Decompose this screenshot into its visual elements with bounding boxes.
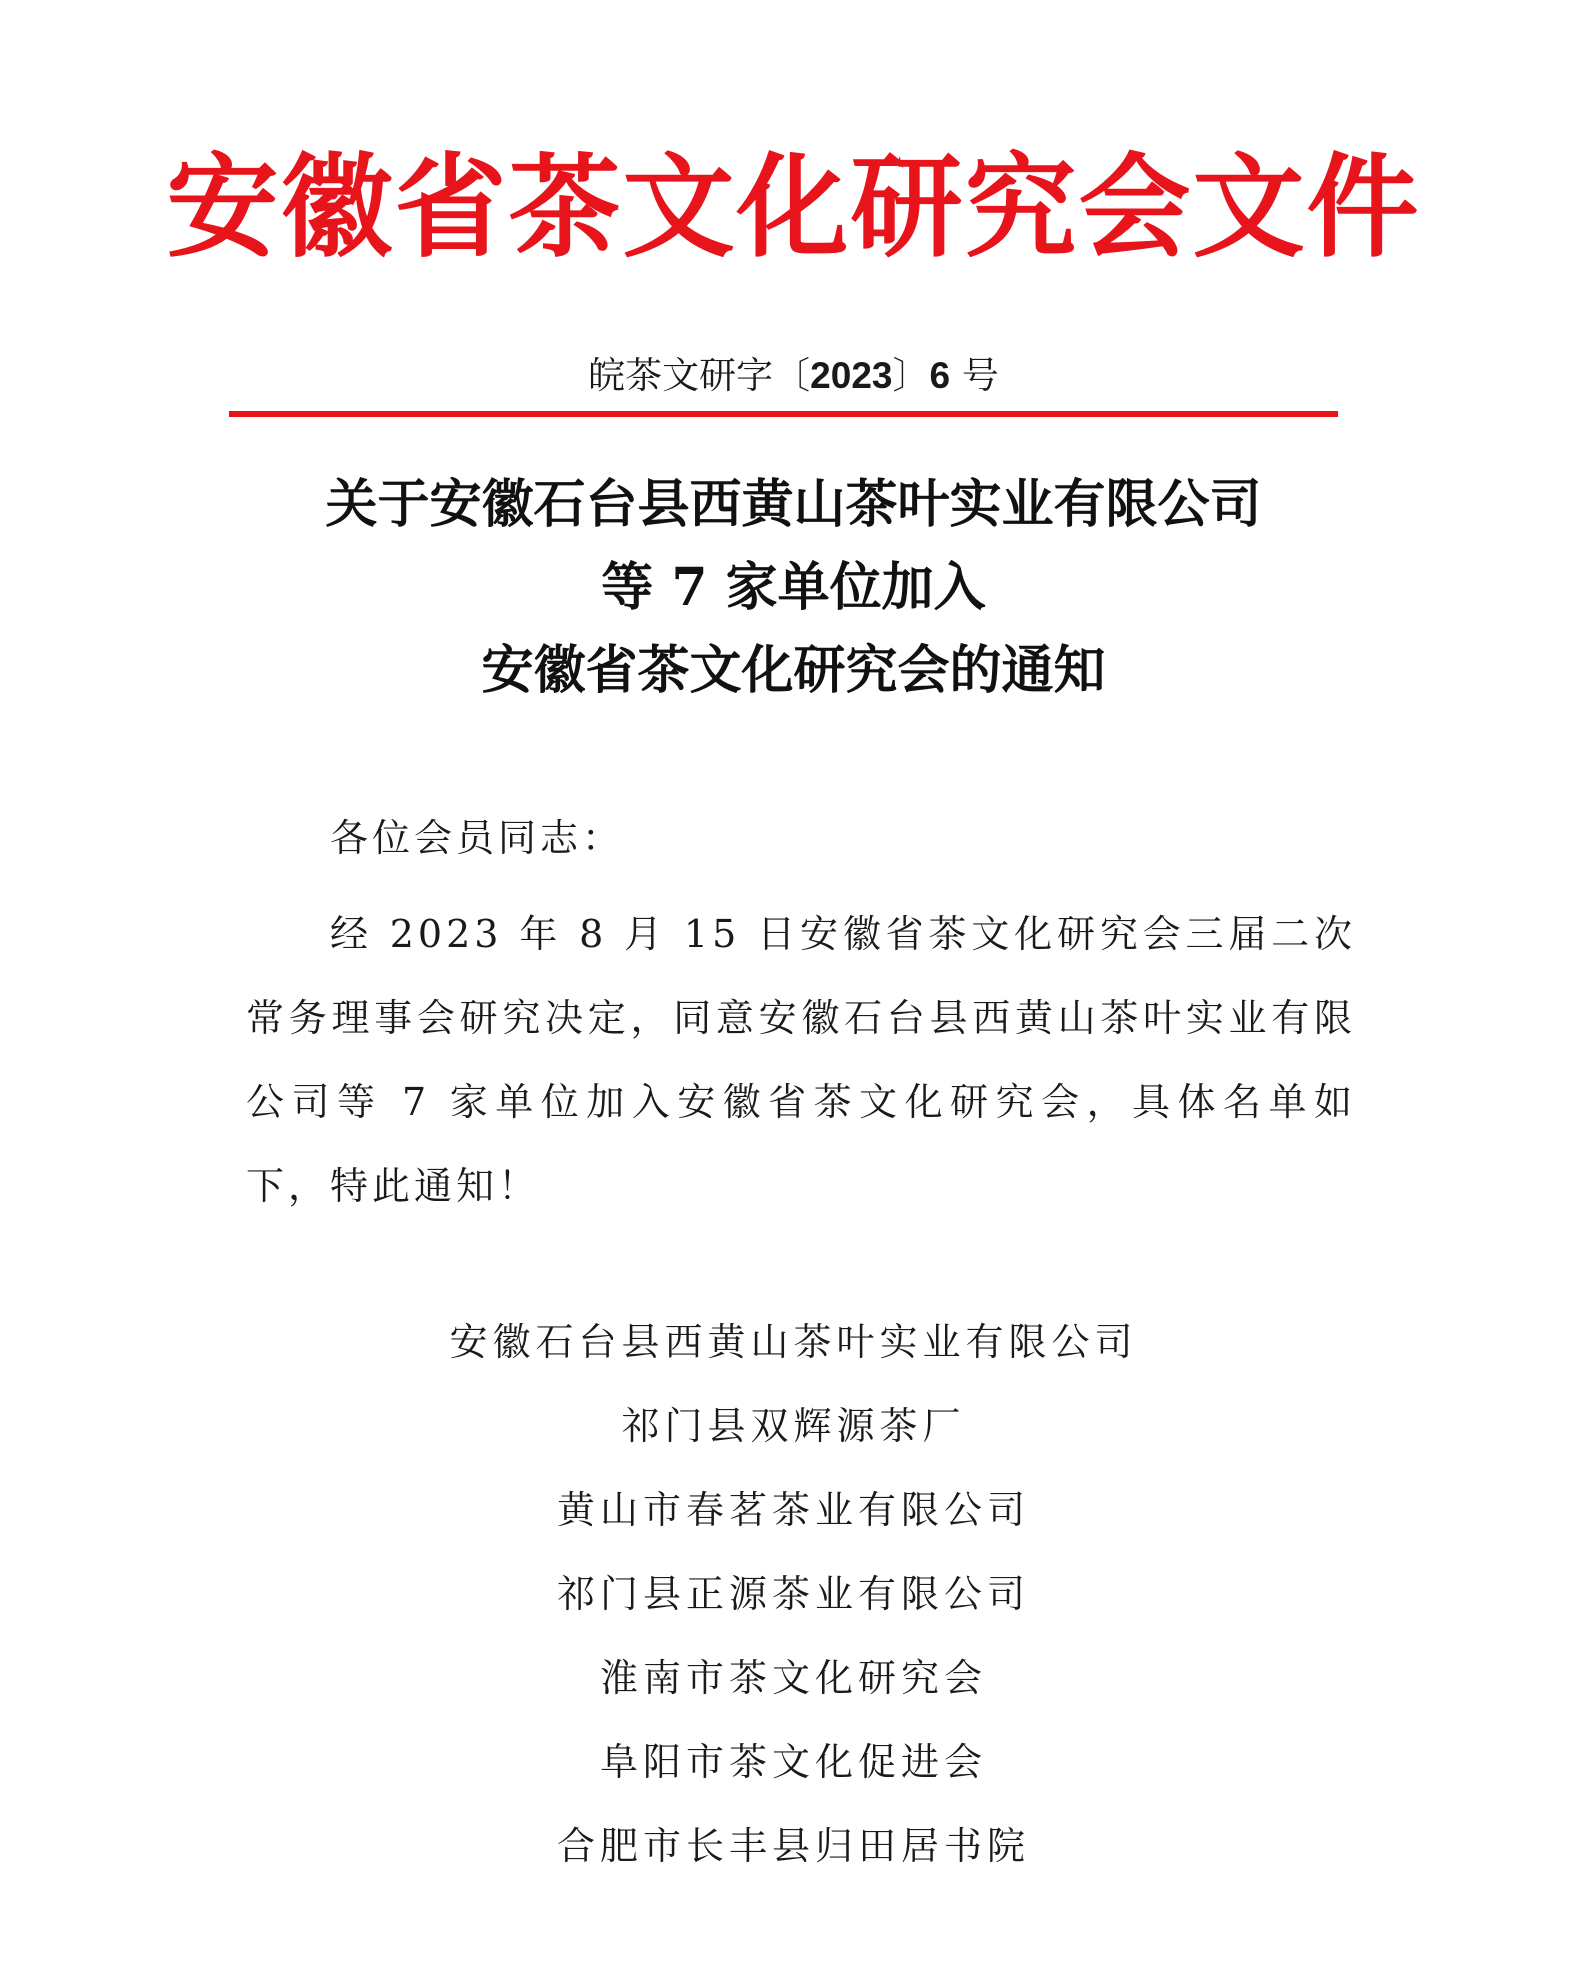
- doc-number-year: 2023: [810, 355, 893, 396]
- greeting: 各位会员同志：: [330, 816, 625, 860]
- doc-number-no: 6: [929, 355, 951, 396]
- notice-title-line-2: 等 7 家单位加入: [601, 557, 986, 618]
- member-list: [0, 1300, 1587, 1888]
- org-file-title: 安徽省茶文化研究会文件: [166, 143, 1421, 273]
- member-item: 安徽石台县西黄山茶叶实业有限公司: [449, 1320, 1138, 1364]
- member-item: 淮南市茶文化研究会: [599, 1656, 987, 1700]
- member-item: 阜阳市茶文化促进会: [599, 1740, 987, 1784]
- doc-number-suffix: 号: [950, 354, 999, 397]
- notice-title-line-1: 关于安徽石台县西黄山茶叶实业有限公司: [325, 474, 1262, 535]
- document-number: [0, 348, 1587, 404]
- red-divider: [229, 411, 1338, 417]
- member-item: 合肥市长丰县归田居书院: [556, 1824, 1030, 1868]
- member-item: 黄山市春茗茶业有限公司: [556, 1488, 1030, 1532]
- body-paragraph: 经 2023 年 8 月 15 日安徽省茶文化研究会三届二次常务理事会研究决定，同意安徽石台县西黄山茶叶实业有限公司等 7 家单位加入安徽省茶文化研究会，具体名单如下，特此通知！: [246, 912, 1356, 1208]
- doc-number-prefix: 皖茶文研字〔: [588, 354, 811, 397]
- notice-title: [0, 463, 1587, 712]
- member-item: 祁门县正源茶业有限公司: [556, 1572, 1030, 1616]
- doc-number-mid: 〕: [892, 354, 930, 397]
- member-item: 祁门县双辉源茶厂: [621, 1404, 966, 1448]
- notice-title-line-3: 安徽省茶文化研究会的通知: [481, 640, 1106, 701]
